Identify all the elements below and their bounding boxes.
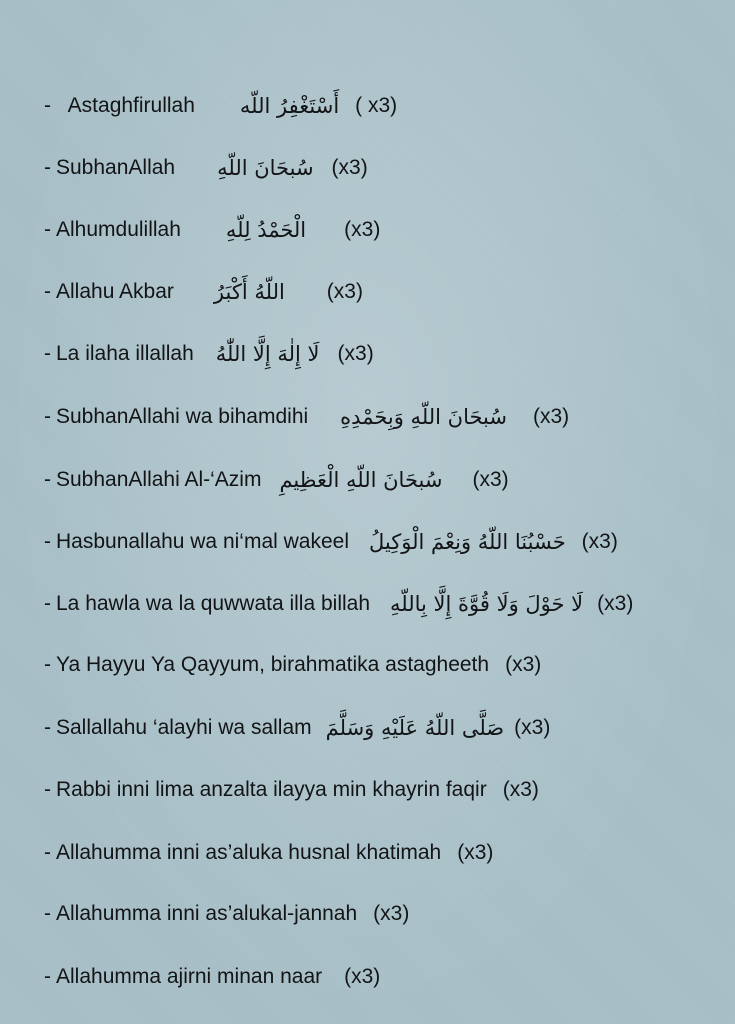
repeat-count: (x3) <box>514 716 551 739</box>
repeat-count: (x3) <box>505 653 542 676</box>
arabic-text: حَسْبُنَا اللّهُ وَنِعْمَ الْوَكِيلُ <box>369 530 566 554</box>
transliteration: SubhanAllah <box>56 156 176 179</box>
arabic-text: أَسْتَغْفِرُ اللّه <box>239 94 340 118</box>
bullet-dash: - <box>44 716 51 739</box>
bullet-dash: - <box>44 280 51 303</box>
repeat-count: (x3) <box>344 218 381 241</box>
bullet-dash: - <box>44 965 51 988</box>
repeat-count: (x3) <box>373 902 410 925</box>
arabic-text: سُبحَانَ اللّهِ الْعَظِيمِ <box>279 468 443 492</box>
transliteration: Sallallahu ‘alayhi wa sallam <box>56 716 312 739</box>
transliteration: Allahumma ajirni minan naar <box>56 965 323 988</box>
list-item <box>44 584 633 624</box>
transliteration: La hawla wa la quwwata illa billah <box>56 592 371 615</box>
bullet-dash: - <box>44 94 63 117</box>
repeat-count: (x3) <box>344 965 381 988</box>
bullet-dash: - <box>44 405 51 428</box>
repeat-count: (x3) <box>457 841 494 864</box>
bullet-dash: - <box>44 778 51 801</box>
bullet-dash: - <box>44 468 51 491</box>
transliteration: Ya Hayyu Ya Qayyum, birahmatika astagheeth <box>56 653 490 676</box>
list-item <box>44 894 409 934</box>
repeat-count: (x3) <box>331 156 368 179</box>
arabic-text: الْحَمْدُ لِلّهِ <box>225 218 307 242</box>
list-item <box>44 210 380 250</box>
arabic-text: لَا حَوْلَ وَلَا قُوَّةَ إِلَّا بِاللّهِ <box>390 592 584 616</box>
list-item <box>44 148 368 188</box>
transliteration: La ilaha illallah <box>56 342 194 365</box>
list-item <box>44 522 618 562</box>
bullet-dash: - <box>44 653 51 676</box>
list-item <box>44 397 569 437</box>
transliteration: Allahumma inni as’aluka husnal khatimah <box>56 841 442 864</box>
transliteration: SubhanAllahi Al-‘Azim <box>56 468 262 491</box>
bullet-dash: - <box>44 342 51 365</box>
transliteration: Rabbi inni lima anzalta ilayya min khayrin faqir <box>56 778 487 801</box>
transliteration: Allahumma inni as’alukal-jannah <box>56 902 358 925</box>
transliteration: Hasbunallahu wa ni‘mal wakeel <box>56 530 349 553</box>
repeat-count: (x3) <box>337 342 374 365</box>
list-item <box>44 272 363 312</box>
repeat-count: (x3) <box>581 530 618 553</box>
list-item <box>44 957 380 997</box>
repeat-count: (x3) <box>326 280 363 303</box>
list-item <box>44 833 493 873</box>
transliteration: SubhanAllahi wa bihamdihi <box>56 405 309 428</box>
bullet-dash: - <box>44 218 51 241</box>
repeat-count: (x3) <box>472 468 509 491</box>
transliteration: Alhumdulillah <box>56 218 181 241</box>
bullet-dash: - <box>44 530 51 553</box>
bullet-dash: - <box>44 592 51 615</box>
list-item <box>44 86 397 126</box>
arabic-text: اللّهُ أَكْبَرُ <box>213 280 285 304</box>
bullet-dash: - <box>44 156 51 179</box>
arabic-text: صَلَّى اللّهُ عَلَيْهِ وَسَلَّمَ <box>325 716 505 740</box>
list-item <box>44 334 374 374</box>
repeat-count: (x3) <box>597 592 634 615</box>
transliteration: Astaghfirullah <box>67 94 195 117</box>
arabic-text: لَا إِلٰهَ إِلَّا اللّٰهُ <box>215 342 320 366</box>
repeat-count: (x3) <box>532 405 570 428</box>
list-item <box>44 708 550 748</box>
list-item <box>44 460 509 500</box>
bullet-dash: - <box>44 841 51 864</box>
transliteration: Allahu Akbar <box>56 280 174 303</box>
list-item <box>44 770 539 810</box>
arabic-text: سُبحَانَ اللّهِ وَبِحَمْدِهِ <box>340 405 507 429</box>
repeat-count: ( x3) <box>355 94 398 117</box>
list-item <box>44 645 541 685</box>
bullet-dash: - <box>44 902 51 925</box>
repeat-count: (x3) <box>502 778 539 801</box>
arabic-text: سُبحَانَ اللّهِ <box>217 156 314 180</box>
